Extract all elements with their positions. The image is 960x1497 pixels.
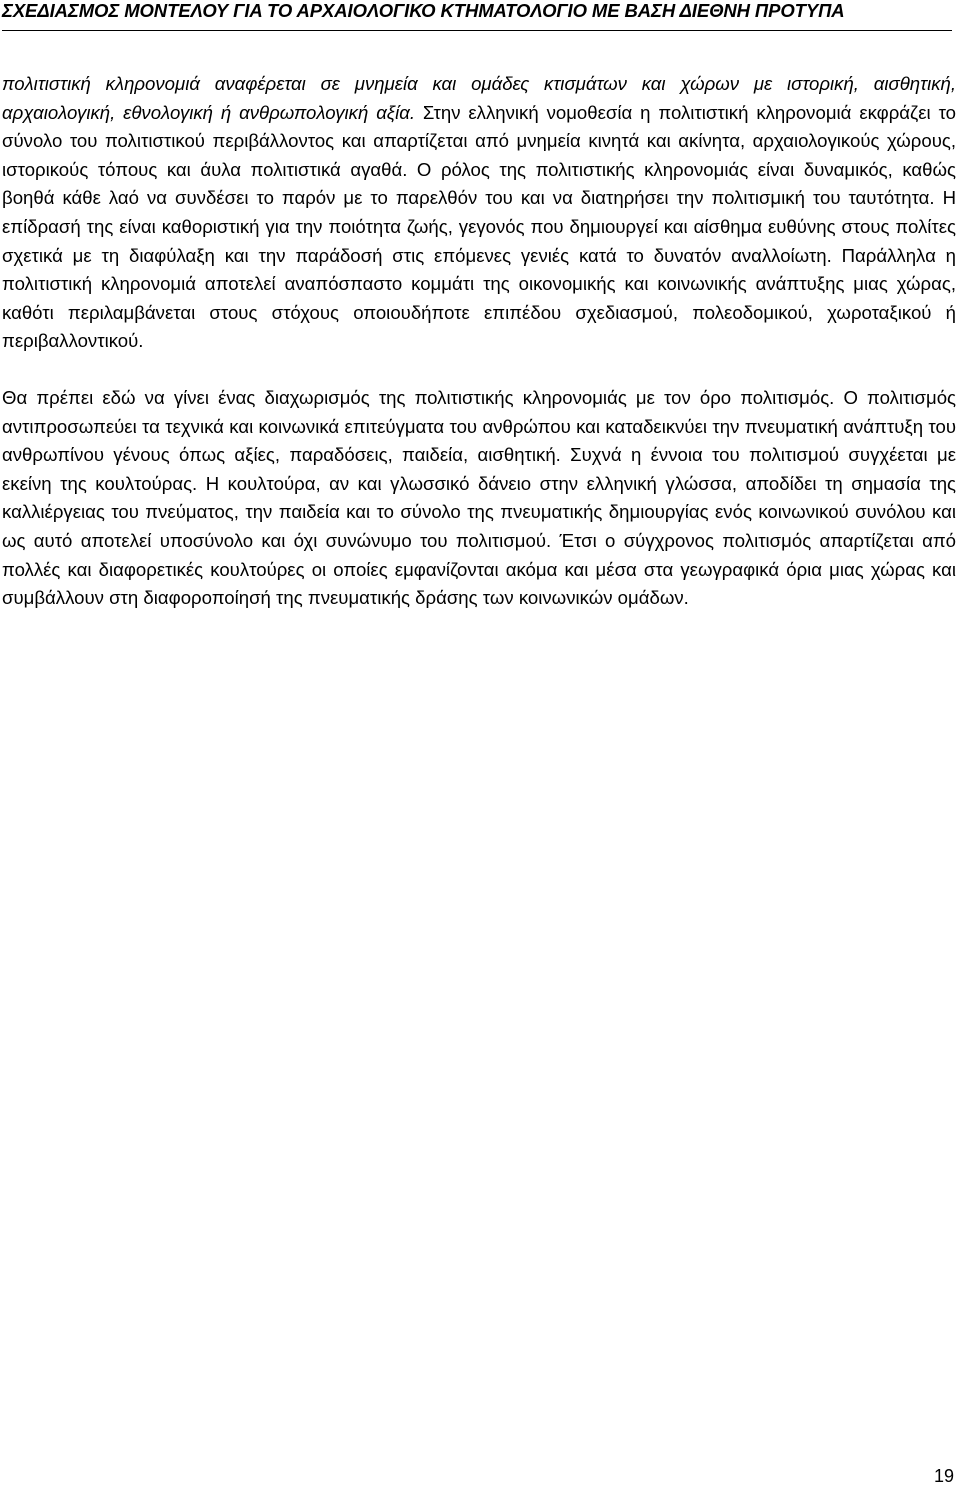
paragraph-civilization <box>2 384 956 613</box>
italic-lead-text: πολιτιστική κληρονομιά αναφέρεται σε μνημεία και ομάδες κτισμάτων και χώρων με ιστορική, αισθητική, αρχαιολογική, εθνολογική ή ανθρωπολογική αξία. <box>2 73 956 123</box>
page-number: 19 <box>933 1466 954 1486</box>
paragraph-cultural-heritage <box>2 70 956 356</box>
paragraph-text: Στην ελληνική νομοθεσία η πολιτιστική κληρονομιά εκφράζει το σύνολο του πολιτιστικού περιβάλλοντος και απαρτίζεται από μνημεία κινητά και ακίνητα, αρχαιολογικούς χώρους, ιστορικούς τόπους και άυλα πολιτιστικά αγαθά. Ο ρόλος της πολιτιστικής κληρονομιάς είναι δυναμικός, καθώς βοηθά κάθε λαό να συνδέσει το παρόν με το παρελθόν του και να διατηρήσει την πολιτισμική του ταυτότητα. Η επίδρασή της είναι καθοριστική για την ποιότητα ζωής, γεγονός που δημιουργεί και αίσθημα ευθύνης στους πολίτες σχετικά με τη διαφύλαξη και την παράδοσή στις επόμενες γενιές κατά το δυνατόν αναλλοίωτη. Παράλληλα η πολιτιστική κληρονομιά αποτελεί αναπόσπαστο κομμάτι της οικονομικής και κοινωνικής ανάπτυξης μιας χώρας, καθότι περιλαμβάνεται στους στόχους οποιουδήποτε επιπέδου σχεδιασμού, πολεοδομικού, χωροταξικού ή περιβαλλοντικού. <box>2 101 956 352</box>
page-header <box>2 0 952 31</box>
document-body <box>2 70 956 613</box>
document-title: ΣΧΕΔΙΑΣΜΟΣ ΜΟΝΤΕΛΟΥ ΓΙΑ ΤΟ ΑΡΧΑΙΟΛΟΓΙΚΟ ΚΤΗΜΑΤΟΛΟΓΙΟ ΜΕ ΒΑΣΗ ΔΙΕΘΝΗ ΠΡΟΤΥΠΑ <box>2 0 845 21</box>
paragraph-text: Θα πρέπει εδώ να γίνει ένας διαχωρισμός της πολιτιστικής κληρονομιάς με τον όρο πολιτισμός. Ο πολιτισμός αντιπροσωπεύει τα τεχνικά και κοινωνικά επιτεύγματα του ανθρώπου και καταδεικνύει την πνευματική ανάπτυξη του ανθρωπίνου γένους όπως αξίες, παραδόσεις, παιδεία, αισθητική. Συχνά η έννοια του πολιτισμού συγχέεται με εκείνη της κουλτούρας. Η κουλτούρα, αν και γλωσσικό δάνειο στην ελληνική γλώσσα, αποδίδει τη σημασία της καλλιέργειας του πνεύματος, την παιδεία και το σύνολο της πνευματικής δημιουργίας ενός κοινωνικού συνόλου και ως αυτό αποτελεί υποσύνολο και όχι συνώνυμο του πολιτισμού. Έτσι ο σύγχρονος πολιτισμός απαρτίζεται από πολλές και διαφορετικές κουλτούρες οι οποίες εμφανίζονται ακόμα και μέσα στα γεωγραφικά όρια μιας χώρας και συμβάλλουν στη διαφοροποίησή της πνευματικής δράσης των κοινωνικών ομάδων. <box>2 386 956 609</box>
